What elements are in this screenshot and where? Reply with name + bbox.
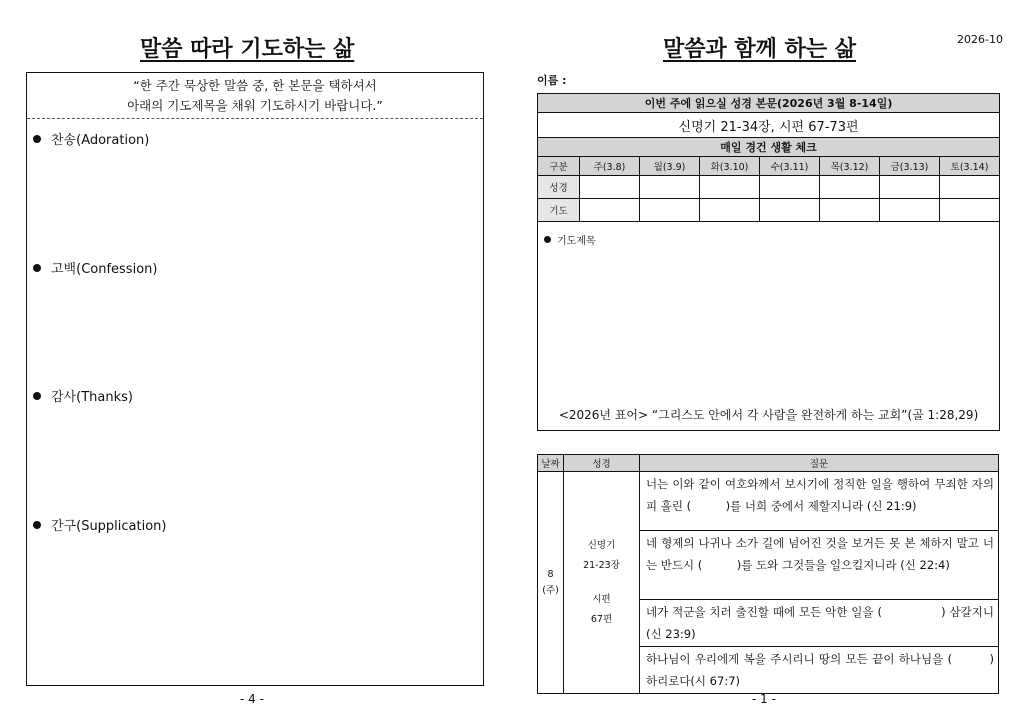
acts-item-adoration (33, 129, 149, 148)
check-cell[interactable] (820, 199, 880, 222)
prayer-label-text: 기도제목 (557, 236, 596, 247)
questions-table (537, 454, 999, 694)
document-code: 2026-10 (957, 33, 1003, 46)
right-page-number: - 1 - (752, 692, 776, 706)
acts-label: 고백(Confession) (51, 262, 158, 277)
prayer-requests-area[interactable] (538, 222, 1000, 431)
acts-item-thanks (33, 386, 133, 405)
instruction-text (27, 73, 483, 119)
date-cell (538, 472, 564, 694)
acts-item-supplication (33, 515, 167, 534)
bullet-icon (33, 392, 41, 400)
question-item: 너는 이와 같이 여호와께서 보시기에 정직한 일을 행하여 무죄한 자의 피 흘린 ( )를 너희 중에서 제할지니라 (신 21:9) (640, 472, 999, 531)
check-cell[interactable] (940, 199, 1000, 222)
check-cell[interactable] (640, 176, 700, 199)
day-header: 토(3.14) (940, 157, 1000, 176)
check-cell[interactable] (580, 176, 640, 199)
book-cell (564, 472, 640, 694)
book-name-1: 신명기 (587, 539, 616, 551)
check-cell[interactable] (820, 176, 880, 199)
question-item: 하나님이 우리에게 복을 주시리니 땅의 모든 끝이 하나님을 ( )하리로다(시 67:7) (640, 647, 999, 694)
col-header-date: 날짜 (538, 455, 564, 472)
instruction-line-1: “한 주간 묵상한 말씀 중, 한 본문을 택하셔서 (133, 78, 377, 93)
day-header: 금(3.13) (880, 157, 940, 176)
acts-label: 간구(Supplication) (51, 519, 167, 534)
check-cell[interactable] (940, 176, 1000, 199)
bullet-icon (33, 264, 41, 272)
bullet-icon (33, 521, 41, 529)
col-header-book: 성경 (564, 455, 640, 472)
date-day: 8 (547, 568, 554, 580)
day-header: 목(3.12) (820, 157, 880, 176)
check-header: 매일 경건 생활 체크 (538, 138, 1000, 157)
day-header: 수(3.11) (760, 157, 820, 176)
check-cell[interactable] (700, 199, 760, 222)
row-label-bible: 성경 (538, 176, 580, 199)
date-weekday: (주) (542, 584, 559, 596)
bullet-icon (544, 236, 551, 243)
bullet-icon (33, 135, 41, 143)
book-chapters-1: 21-23장 (583, 559, 620, 571)
yearly-motto: <2026년 표어> “그리스도 안에서 각 사람을 완전하게 하는 교회”(골 1:28,29) (558, 408, 979, 422)
day-header: 월(3.9) (640, 157, 700, 176)
weekly-reading-table (537, 93, 1000, 431)
name-label: 이름 : (537, 74, 567, 87)
check-cell[interactable] (760, 199, 820, 222)
left-page-number: - 4 - (240, 692, 264, 706)
check-col-label: 구분 (538, 157, 580, 176)
left-page-title: 말씀 따라 기도하는 삶 (140, 37, 355, 62)
check-cell[interactable] (760, 176, 820, 199)
check-cell[interactable] (580, 199, 640, 222)
check-cell[interactable] (880, 176, 940, 199)
book-name-2: 시편 (592, 593, 611, 605)
col-header-question: 질문 (640, 455, 999, 472)
row-label-prayer: 기도 (538, 199, 580, 222)
acts-label: 감사(Thanks) (51, 390, 133, 405)
acts-label: 찬송(Adoration) (51, 133, 150, 148)
day-header: 주(3.8) (580, 157, 640, 176)
check-cell[interactable] (640, 199, 700, 222)
question-item: 네가 적군을 치러 출진할 때에 모든 악한 일을 ( ) 삼갈지니(신 23:9) (640, 600, 999, 647)
reading-header: 이번 주에 읽으실 성경 본문(2026년 3월 8-14일) (538, 94, 1000, 113)
prayer-label (544, 232, 596, 247)
reading-range: 신명기 21-34장, 시편 67-73편 (538, 113, 1000, 138)
acts-item-confession (33, 258, 157, 277)
instruction-line-2: 아래의 기도제목을 채워 기도하시기 바랍니다.” (127, 98, 383, 113)
book-chapters-2: 67편 (590, 613, 613, 625)
question-item: 네 형제의 나귀나 소가 길에 넘어진 것을 보거든 못 본 체하지 말고 너는 반드시 ( )를 도와 그것들을 일으킬지니라 (신 22:4) (640, 531, 999, 600)
check-cell[interactable] (700, 176, 760, 199)
prayer-worksheet-box (26, 72, 484, 686)
day-header: 화(3.10) (700, 157, 760, 176)
check-cell[interactable] (880, 199, 940, 222)
right-page-title: 말씀과 함께 하는 삶 (663, 37, 856, 62)
